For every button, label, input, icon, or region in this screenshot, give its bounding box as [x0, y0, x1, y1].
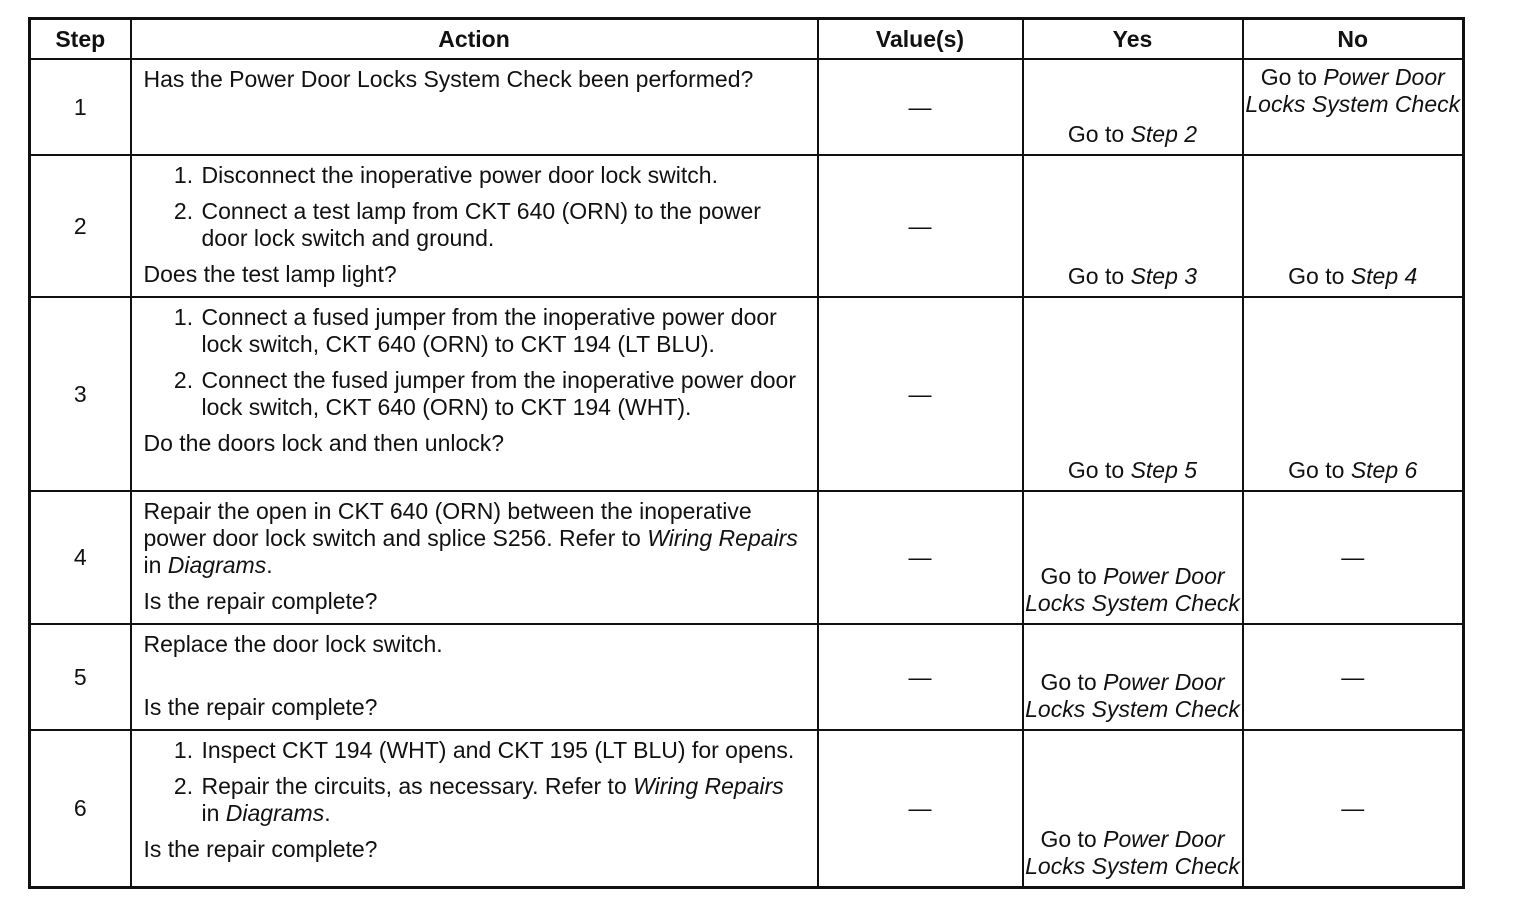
action-cell	[131, 730, 818, 888]
no-prefix: Go to	[1288, 457, 1351, 483]
diagnostic-table	[28, 17, 1465, 889]
action-text-part: .	[324, 800, 331, 826]
wiring-repairs-ref: Wiring Repairs	[647, 525, 798, 551]
action-question: Is the repair complete?	[143, 836, 378, 862]
table-row	[30, 730, 1464, 888]
step-number: 2	[30, 155, 131, 297]
yes-cell	[1023, 491, 1243, 624]
header-values: Value(s)	[818, 19, 1023, 60]
no-prefix: Go to	[1260, 64, 1324, 90]
table-row	[30, 624, 1464, 730]
no-cell: —	[1243, 624, 1464, 730]
yes-step-ref: Power Door Locks System Check	[1025, 563, 1240, 616]
wiring-repairs-ref: Wiring Repairs	[633, 773, 784, 799]
yes-step-ref: Step 3	[1130, 263, 1198, 289]
action-list-item: 1. Inspect CKT 194 (WHT) and CKT 195 (LT BLU) for opens.	[200, 737, 807, 764]
action-list-item	[200, 773, 807, 827]
value-cell: —	[818, 730, 1023, 888]
no-cell: —	[1243, 730, 1464, 888]
action-cell	[131, 155, 818, 297]
action-cell	[131, 297, 818, 491]
step-number: 4	[30, 491, 131, 624]
no-step-ref: Step 4	[1350, 263, 1418, 289]
value-cell: —	[818, 491, 1023, 624]
action-cell	[131, 491, 818, 624]
yes-prefix: Go to	[1040, 669, 1104, 695]
action-question: Is the repair complete?	[143, 588, 378, 614]
yes-cell	[1023, 59, 1243, 155]
action-question: Is the repair complete?	[143, 694, 378, 720]
yes-step-ref: Step 5	[1130, 457, 1198, 483]
action-list-item: 1. Connect a fused jumper from the inoperative power door lock switch, CKT 640 (ORN) to CKT 194 (LT BLU).	[200, 304, 807, 358]
action-list	[144, 737, 807, 827]
action-text: Replace the door lock switch.	[143, 631, 443, 657]
yes-step-ref: Step 2	[1130, 121, 1198, 147]
action-list-item: 1. Disconnect the inoperative power door lock switch.	[200, 162, 807, 189]
step-number: 5	[30, 624, 131, 730]
action-cell	[131, 624, 818, 730]
action-list	[144, 162, 807, 252]
no-cell	[1243, 59, 1464, 155]
yes-cell	[1023, 155, 1243, 297]
action-question: Do the doors lock and then unlock?	[143, 430, 505, 456]
no-step-ref: Power Door Locks System Check	[1245, 64, 1461, 117]
action-list-item: 2. Connect a test lamp from CKT 640 (ORN) to the power door lock switch and ground.	[200, 198, 807, 252]
action-text-part: Repair the circuits, as necessary. Refer to	[201, 773, 634, 799]
diagrams-ref: Diagrams	[225, 800, 325, 826]
step-number: 6	[30, 730, 131, 888]
step-number: 3	[30, 297, 131, 491]
yes-prefix: Go to	[1040, 563, 1104, 589]
action-text-part: in	[143, 552, 168, 578]
value-cell: —	[818, 59, 1023, 155]
no-cell	[1243, 155, 1464, 297]
header-no: No	[1243, 19, 1464, 60]
action-list-item: 2. Connect the fused jumper from the inoperative power door lock switch, CKT 640 (ORN) to CKT 194 (WHT).	[200, 367, 807, 421]
table-row	[30, 491, 1464, 624]
action-text-part: in	[201, 800, 226, 826]
header-yes: Yes	[1023, 19, 1243, 60]
yes-prefix: Go to	[1067, 263, 1131, 289]
action-list	[144, 304, 807, 421]
action-text-part: Repair the open in CKT 640 (ORN) between the inoperative power door lock switch and splice S256. Refer to	[143, 498, 752, 551]
no-step-ref: Step 6	[1350, 457, 1418, 483]
step-number: 1	[30, 59, 131, 155]
header-action: Action	[131, 19, 818, 60]
value-cell: —	[818, 155, 1023, 297]
header-row	[30, 19, 1464, 60]
table-row	[30, 59, 1464, 155]
yes-cell	[1023, 730, 1243, 888]
action-question: Does the test lamp light?	[143, 261, 397, 287]
yes-prefix: Go to	[1040, 826, 1104, 852]
yes-prefix: Go to	[1067, 457, 1131, 483]
no-prefix: Go to	[1288, 263, 1351, 289]
value-cell: —	[818, 624, 1023, 730]
diagrams-ref: Diagrams	[167, 552, 267, 578]
yes-step-ref: Power Door Locks System Check	[1025, 669, 1240, 722]
no-cell	[1243, 297, 1464, 491]
table-row	[30, 155, 1464, 297]
yes-cell	[1023, 297, 1243, 491]
yes-cell	[1023, 624, 1243, 730]
header-step: Step	[30, 19, 131, 60]
value-cell: —	[818, 297, 1023, 491]
yes-prefix: Go to	[1067, 121, 1131, 147]
action-cell	[131, 59, 818, 155]
table-row	[30, 297, 1464, 491]
action-text-part: .	[266, 552, 273, 578]
no-cell: —	[1243, 491, 1464, 624]
yes-step-ref: Power Door Locks System Check	[1025, 826, 1240, 879]
action-text	[144, 498, 807, 579]
action-text: Has the Power Door Locks System Check been performed?	[143, 66, 754, 92]
